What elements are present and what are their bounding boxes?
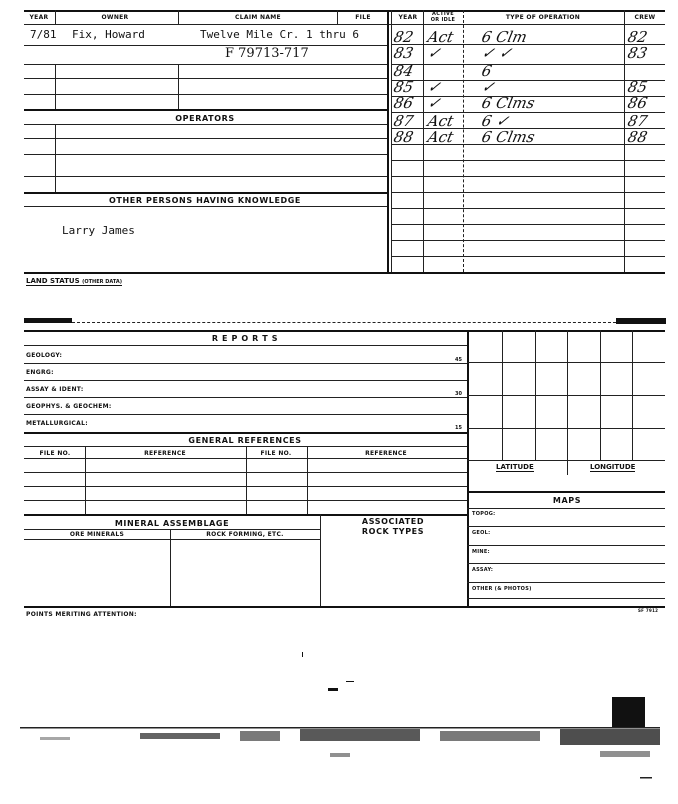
- maps-line: [467, 582, 665, 583]
- log-status: ✓: [426, 94, 443, 112]
- other-photos-label: OTHER (& PHOTOS): [472, 586, 532, 592]
- mineral-assemblage-title: MINERAL ASSEMBLAGE: [114, 519, 230, 528]
- log-row-line: [391, 64, 665, 65]
- owner-col-line: [178, 10, 179, 24]
- land-status-title: LAND STATUS: [26, 277, 80, 285]
- report-line: [24, 380, 467, 381]
- main-divider-left: [387, 10, 389, 272]
- year-header-log: YEAR: [398, 14, 418, 21]
- topog-label: TOPOG:: [472, 511, 496, 517]
- points-meriting-label: POINTS MERITING ATTENTION:: [26, 611, 137, 618]
- crew-col-line: [624, 10, 625, 272]
- file-no-header-2: FILE NO.: [260, 450, 292, 457]
- report-number-15: 15: [455, 425, 462, 431]
- maps-title: MAPS: [552, 496, 582, 505]
- row-line: [24, 45, 387, 46]
- maps-line: [467, 526, 665, 527]
- log-crew: 88: [626, 128, 650, 146]
- report-line: [24, 345, 467, 346]
- grid-line: [467, 395, 665, 396]
- or-idle-header: OR IDLE: [430, 17, 456, 23]
- metallurgical-label: METALLURGICAL:: [26, 420, 88, 427]
- log-row-line: [391, 208, 665, 209]
- land-status-label: [26, 277, 122, 286]
- maps-line: [467, 508, 665, 509]
- log-type: 6 ✓: [480, 112, 511, 130]
- reference-header-1: REFERENCE: [144, 450, 186, 457]
- log-row-line: [391, 160, 665, 161]
- log-crew: 83: [626, 44, 650, 62]
- scan-speck: [328, 688, 338, 691]
- log-year: 88: [392, 128, 416, 146]
- scan-smudge: [616, 318, 666, 324]
- other-persons-top-line: [24, 192, 387, 194]
- log-row-line: [391, 192, 665, 193]
- log-crew: 86: [626, 94, 650, 112]
- crew-header: CREW: [634, 14, 656, 21]
- row-line: [24, 176, 387, 177]
- rock-forming-col-line: [170, 529, 171, 606]
- log-type: ✓ ✓: [480, 44, 514, 62]
- log-status: ✓: [426, 78, 443, 96]
- reports-right-divider: [467, 330, 469, 606]
- row-line: [24, 154, 387, 155]
- scan-noise-band: [0, 715, 678, 785]
- row-line: [24, 206, 387, 207]
- scan-speck: [302, 652, 303, 657]
- report-number-30: 30: [455, 391, 462, 397]
- grid-line: [567, 330, 568, 475]
- log-type: 6 Clms: [480, 128, 537, 146]
- mineral-sub-line: [24, 529, 320, 530]
- ore-minerals-header: ORE MINERALS: [69, 531, 125, 538]
- other-persons-title: OTHER PERSONS HAVING KNOWLEDGE: [109, 196, 301, 205]
- row-line: [24, 124, 387, 125]
- scan-speck: [346, 681, 354, 682]
- land-status-subtitle: (OTHER DATA): [82, 279, 123, 285]
- claim-file-ref: F 79713-717: [225, 46, 309, 61]
- log-crew: 82: [626, 28, 650, 46]
- form-number: SF 7912: [638, 608, 659, 613]
- row-line: [24, 138, 387, 139]
- reports-top-line: [24, 330, 665, 332]
- geol-label: GEOL:: [472, 530, 491, 536]
- claim-owner: Fix, Howard: [72, 28, 145, 41]
- year-col-line: [55, 10, 56, 24]
- general-ref-top-line: [24, 432, 467, 434]
- mine-label: MINE:: [472, 549, 490, 555]
- grid-line: [467, 428, 665, 429]
- other-person-name: Larry James: [62, 224, 135, 237]
- operators-top-line: [24, 109, 387, 111]
- top-section-bottom: [24, 272, 665, 274]
- claim-name-header: CLAIM NAME: [235, 14, 281, 21]
- points-top-line: [24, 606, 665, 608]
- col-line: [55, 64, 56, 109]
- log-row-line: [391, 176, 665, 177]
- log-year: 84: [392, 62, 416, 80]
- year-header: YEAR: [29, 14, 49, 21]
- log-year: 83: [392, 44, 416, 62]
- rock-types-title: ROCK TYPES: [361, 527, 425, 536]
- log-status: ✓: [426, 44, 443, 62]
- active-header: ACTIVE: [432, 11, 454, 17]
- assay-ident-label: ASSAY & IDENT:: [26, 386, 84, 393]
- rock-forming-header: ROCK FORMING, ETC.: [206, 531, 284, 538]
- maps-line: [467, 563, 665, 564]
- maps-line: [467, 598, 665, 599]
- log-year: 82: [392, 28, 416, 46]
- header-bottom-line: [24, 24, 665, 25]
- log-row-line: [391, 224, 665, 225]
- file-header: FILE: [355, 14, 371, 21]
- row-line: [24, 78, 387, 79]
- log-row-line: [391, 240, 665, 241]
- assay-map-label: ASSAY:: [472, 567, 494, 573]
- row-line: [24, 64, 387, 65]
- log-crew: 87: [626, 112, 650, 130]
- latitude-label: LATITUDE: [496, 463, 534, 471]
- type-of-operation-header: TYPE OF OPERATION: [505, 14, 581, 21]
- top-border: [24, 10, 665, 12]
- ref-col-line: [85, 446, 86, 514]
- geology-label: GEOLOGY:: [26, 352, 63, 359]
- claim-col-line: [337, 10, 338, 24]
- log-status: Act: [426, 28, 456, 46]
- claim-year: 7/81: [30, 28, 57, 41]
- mineral-top-line: [24, 514, 467, 516]
- col-line: [178, 64, 179, 109]
- claim-name-value: Twelve Mile Cr. 1 thru 6: [200, 28, 359, 41]
- land-status-line: [72, 322, 616, 323]
- ref-col-line: [307, 446, 308, 514]
- mineral-header-line: [24, 539, 320, 540]
- engrg-label: ENGRG:: [26, 369, 54, 376]
- operators-title: OPERATORS: [175, 114, 235, 123]
- active-col-line: [423, 10, 424, 272]
- general-references-title: GENERAL REFERENCES: [188, 436, 302, 445]
- owner-header: OWNER: [101, 14, 129, 21]
- log-row-line: [391, 256, 665, 257]
- associated-col-line: [320, 514, 321, 606]
- reports-title: R E P O R T S: [211, 334, 279, 343]
- maps-line: [467, 545, 665, 546]
- scan-smudge: [24, 318, 72, 323]
- associated-title: ASSOCIATED: [361, 517, 425, 526]
- log-year: 85: [392, 78, 416, 96]
- grid-line: [467, 460, 665, 461]
- report-line: [24, 363, 467, 364]
- report-number-45: 45: [455, 357, 462, 363]
- log-crew: 85: [626, 78, 650, 96]
- geophys-label: GEOPHYS. & GEOCHEM:: [26, 403, 112, 410]
- log-type: 6 Clms: [480, 94, 537, 112]
- report-line: [24, 397, 467, 398]
- longitude-label: LONGITUDE: [590, 463, 636, 471]
- log-year: 87: [392, 112, 416, 130]
- row-line: [24, 94, 387, 95]
- reference-header-2: REFERENCE: [365, 450, 407, 457]
- file-no-header-1: FILE NO.: [39, 450, 71, 457]
- grid-line: [467, 362, 665, 363]
- log-year: 86: [392, 94, 416, 112]
- log-type: ✓: [480, 78, 497, 96]
- main-divider-right: [391, 10, 392, 272]
- log-type: 6: [480, 62, 494, 80]
- type-col-line: [463, 10, 464, 272]
- col-line: [55, 124, 56, 192]
- log-type: 6 Clm: [480, 28, 529, 46]
- ref-col-line: [246, 446, 247, 514]
- log-status: Act: [426, 128, 456, 146]
- log-status: Act: [426, 112, 456, 130]
- report-line: [24, 414, 467, 415]
- maps-top-line: [467, 491, 665, 493]
